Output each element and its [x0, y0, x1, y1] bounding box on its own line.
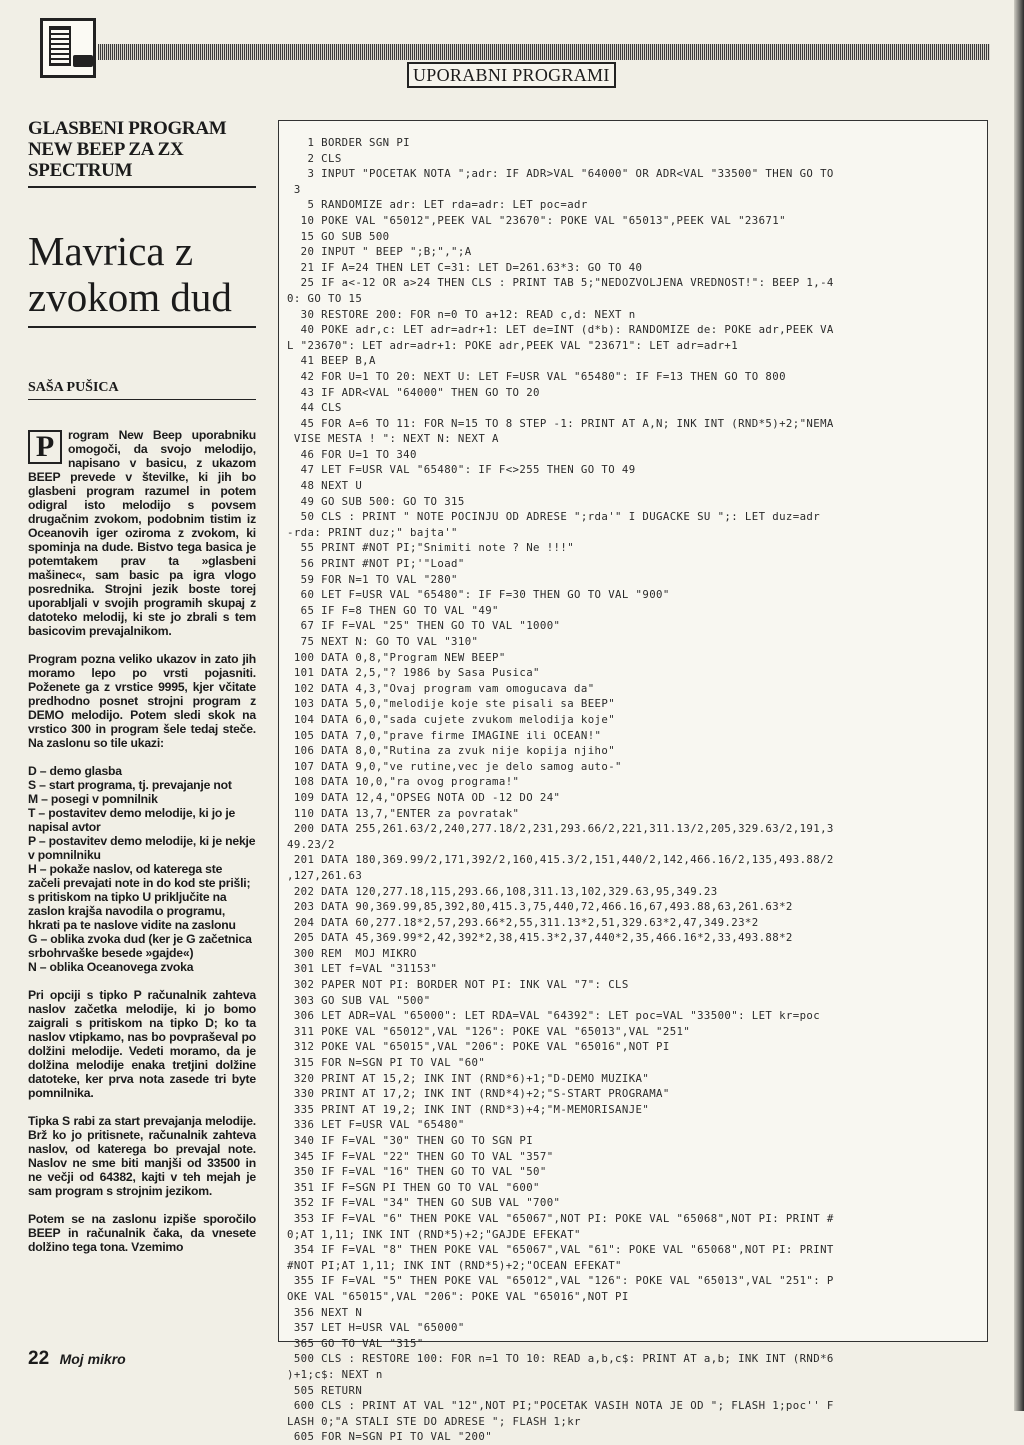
- code-line: 505 RETURN: [287, 1383, 363, 1397]
- command-item: N – oblika Oceanovega zvoka: [28, 960, 194, 974]
- code-line: OKE VAL "65015",VAL "206": POKE VAL "65016",NOT PI: [287, 1289, 629, 1303]
- code-line: 350 IF F=VAL "16" THEN GO TO VAL "50": [287, 1165, 547, 1179]
- intro-text: rogram New Beep uporabniku omogoči, da svojo melodijo, napisano v basicu, z ukazom BEEP prevede v številke, ki jih bo glasbeni program razumel in potem odigral isto melodijo s povsem drugačnim zvokom, podobnim tistim iz Oceanovih iger oziroma z zvokom, ki spominja na dude. Bistvo tega basica je potemtakem prav ta »glasbeni mašinec«, sam basic pa igra vlogo posrednika. Strojni jezik boste torej uporabljali v svojih programih skupaj z datoteko melodij, ki ste jo zbrali s tem basicovim prevajalnikom.: [28, 428, 256, 638]
- code-line: 311 POKE VAL "65012",VAL "126": POKE VAL "65013",VAL "251": [287, 1024, 691, 1038]
- code-line: 106 DATA 8,0,"Rutina za zvuk nije kopija njiho": [287, 744, 616, 758]
- code-line: 101 DATA 2,5,"? 1986 by Sasa Pusica": [287, 666, 540, 680]
- article-kicker: GLASBENI PROGRAM NEW BEEP ZA ZX SPECTRUM: [28, 118, 256, 188]
- code-line: 30 RESTORE 200: FOR n=0 TO a+12: READ c,d: NEXT n: [287, 307, 636, 321]
- code-line: 312 POKE VAL "65015",VAL "206": POKE VAL "65016",NOT PI: [287, 1040, 670, 1054]
- code-line: L "23670": LET adr=adr+1: POKE adr,PEEK VAL "23671": LET adr=adr+1: [287, 338, 739, 352]
- code-line: 357 LET H=USR VAL "65000": [287, 1321, 465, 1335]
- code-line: 354 IF F=VAL "8" THEN POKE VAL "65067",VAL "61": POKE VAL "65068",NOT PI: PRINT: [287, 1243, 834, 1257]
- code-line: 107 DATA 9,0,"ve rutine,vec je delo samog auto-": [287, 759, 622, 773]
- command-item: G – oblika zvoka dud (ker je G začetnica srbohrvaške besede »gajde«): [28, 932, 252, 960]
- magazine-name: Moj mikro: [59, 1351, 126, 1367]
- code-line: 50 CLS : PRINT " NOTE POCINJU OD ADRESE ";rda'" I DUGACKE SU ";: LET duz=adr: [287, 510, 821, 524]
- code-line: 300 REM MOJ MIKRO: [287, 946, 417, 960]
- paragraph-3: Pri opciji s tipko P računalnik zahteva naslov začetka melodije, ki jo bomo zaigrali s pritiskom na tipko D; ko ta naslov vtipkamo, nas bo povpraševal po dolžini melodije. Vedeti moramo, da je dolžina melodije enaka tretjini dolžine datoteke, ker prva nota zasede tri byte pomnilnika.: [28, 988, 256, 1100]
- computer-screen-icon: [49, 26, 71, 66]
- article-author: SAŠA PUŠICA: [28, 380, 256, 400]
- code-line: 49.23/2: [287, 837, 335, 851]
- code-line: 605 FOR N=SGN PI TO VAL "200": [287, 1430, 493, 1444]
- command-item: P – postavitev demo melodije, ki je nekje v pomnilniku: [28, 834, 256, 862]
- code-line: 49 GO SUB 500: GO TO 315: [287, 494, 465, 508]
- code-line: 1 BORDER SGN PI: [287, 136, 411, 149]
- code-line: 40 POKE adr,c: LET adr=adr+1: LET de=INT (d*b): RANDOMIZE de: POKE adr,PEEK VA: [287, 323, 834, 337]
- paragraph-2: Program pozna veliko ukazov in zato jih moramo lepo po vrsti pojasniti. Poženete ga z vrstice 9995, kjer včitate predhodno posnet strojni program z DEMO melodijo. Potem sledi skok na vrstico 300 in program šele tedaj steče. Na zaslonu so tile ukazi:: [28, 652, 256, 750]
- command-list: [28, 764, 256, 974]
- code-line: 352 IF F=VAL "34" THEN GO SUB VAL "700": [287, 1196, 561, 1210]
- code-line: -rda: PRINT duz;" bajta'": [287, 525, 458, 539]
- page-edge-shadow: [1014, 0, 1024, 1411]
- code-line: 15 GO SUB 500: [287, 229, 390, 243]
- page-number: 22: [28, 1348, 50, 1369]
- code-line: 0;AT 1,11; INK INT (RND*5)+2;"GAJDE EFEKAT": [287, 1227, 581, 1241]
- code-line: ,127,261.63: [287, 868, 363, 882]
- code-line: 365 GO TO VAL "315": [287, 1336, 424, 1350]
- command-item: T – postavitev demo melodije, ki jo je napisal avtor: [28, 806, 236, 834]
- code-line: 25 IF a<-12 OR a>24 THEN CLS : PRINT TAB 5;"NEDOZVOLJENA VREDNOST!": BEEP 1,-4: [287, 276, 834, 290]
- article-headline: Mavrica z zvokom dud: [28, 228, 256, 328]
- code-line: 21 IF A=24 THEN LET C=31: LET D=261.63*3: GO TO 40: [287, 260, 643, 274]
- code-line: 44 CLS: [287, 401, 342, 415]
- code-line: 345 IF F=VAL "22" THEN GO TO VAL "357": [287, 1149, 554, 1163]
- command-item: H – pokaže naslov, od katerega ste začeli prevajati note in do kod ste prišli; s pritiskom na tipko U priključite na zaslon krajša navodila o programu, hkrati pa te naslove vidite na zaslonu: [28, 862, 251, 932]
- command-item: D – demo glasba: [28, 764, 122, 778]
- code-line: 355 IF F=VAL "5" THEN POKE VAL "65012",VAL "126": POKE VAL "65013",VAL "251": P: [287, 1274, 834, 1288]
- code-line: 55 PRINT #NOT PI;"Snimiti note ? Ne !!!": [287, 541, 575, 555]
- code-line: 65 IF F=8 THEN GO TO VAL "49": [287, 603, 499, 617]
- code-line: 45 FOR A=6 TO 11: FOR N=15 TO 8 STEP -1: PRINT AT A,N; INK INT (RND*5)+2;"NEMA: [287, 416, 834, 430]
- code-line: 204 DATA 60,277.18*2,57,293.66*2,55,311.13*2,51,329.63*2,47,349.23*2: [287, 915, 759, 929]
- code-line: 202 DATA 120,277.18,115,293.66,108,311.13,102,329.63,95,349.23: [287, 884, 718, 898]
- code-line: 301 LET f=VAL "31153": [287, 962, 438, 976]
- code-line: 0: GO TO 15: [287, 291, 363, 305]
- code-line: 600 CLS : PRINT AT VAL "12",NOT PI;"POCETAK VASIH NOTA JE OD "; FLASH 1;poc'' F: [287, 1399, 834, 1413]
- command-item: M – posegi v pomnilnik: [28, 792, 158, 806]
- code-line: 302 PAPER NOT PI: BORDER NOT PI: INK VAL "7": CLS: [287, 978, 629, 992]
- code-line: 103 DATA 5,0,"melodije koje ste pisali sa BEEP": [287, 697, 616, 711]
- code-line: 306 LET ADR=VAL "65000": LET RDA=VAL "64392": LET poc=VAL "33500": LET kr=poc: [287, 1009, 821, 1023]
- code-line: 109 DATA 12,4,"OPSEG NOTA OD -12 DO 24": [287, 790, 561, 804]
- code-line: 5 RANDOMIZE adr: LET rda=adr: LET poc=adr: [287, 198, 588, 212]
- code-line: 303 GO SUB VAL "500": [287, 993, 431, 1007]
- intro-paragraph: [28, 428, 256, 638]
- code-line: 205 DATA 45,369.99*2,42,392*2,38,415.3*2,37,440*2,35,466.16*2,33,493.88*2: [287, 931, 793, 945]
- code-line: 356 NEXT N: [287, 1305, 363, 1319]
- magazine-logo: [40, 18, 96, 78]
- code-line: 351 IF F=SGN PI THEN GO TO VAL "600": [287, 1180, 540, 1194]
- code-line: 3: [287, 182, 301, 196]
- code-line: 200 DATA 255,261.63/2,240,277.18/2,231,293.66/2,221,311.13/2,205,329.63/2,191,3: [287, 822, 834, 836]
- code-line: 203 DATA 90,369.99,85,392,80,415.3,75,440,72,466.16,67,493.88,63,261.63*2: [287, 900, 793, 914]
- code-line: 104 DATA 6,0,"sada cujete zvukom melodija koje": [287, 712, 616, 726]
- code-line: 320 PRINT AT 15,2; INK INT (RND*6)+1;"D-DEMO MUZIKA": [287, 1071, 650, 1085]
- code-line: 201 DATA 180,369.99/2,171,392/2,160,415.3/2,151,440/2,142,466.16/2,135,493.88/2: [287, 853, 834, 867]
- code-line: 47 LET F=USR VAL "65480": IF F<>255 THEN GO TO 49: [287, 463, 636, 477]
- keyboard-icon: [73, 55, 93, 67]
- drop-cap: P: [28, 430, 62, 464]
- code-line: 110 DATA 13,7,"ENTER za povratak": [287, 806, 520, 820]
- paragraph-5: Potem se na zaslonu izpiše sporočilo BEEP in računalnik čaka, da vnesete dolžino tega tona. Vzemimo: [28, 1212, 256, 1254]
- code-line: 102 DATA 4,3,"Ovaj program vam omogucava da": [287, 681, 595, 695]
- code-line: LASH 0;"A STALI STE DO ADRESE "; FLASH 1;kr: [287, 1414, 581, 1428]
- code-line: 108 DATA 10,0,"ra ovog programa!": [287, 775, 520, 789]
- code-line: 56 PRINT #NOT PI;'"Load": [287, 557, 465, 571]
- code-line: 48 NEXT U: [287, 479, 363, 493]
- code-line: 75 NEXT N: GO TO VAL "310": [287, 635, 479, 648]
- code-line: 100 DATA 0,8,"Program NEW BEEP": [287, 650, 506, 664]
- code-line: 60 LET F=USR VAL "65480": IF F=30 THEN GO TO VAL "900": [287, 588, 670, 602]
- code-line: 46 FOR U=1 TO 340: [287, 447, 417, 461]
- code-line: 42 FOR U=1 TO 20: NEXT U: LET F=USR VAL "65480": IF F=13 THEN GO TO 800: [287, 369, 786, 383]
- code-line: 10 POKE VAL "65012",PEEK VAL "23670": POKE VAL "65013",PEEK VAL "23671": [287, 213, 786, 227]
- article-body: [28, 428, 256, 1254]
- paragraph-4: Tipka S rabi za start prevajanja melodije. Brž ko jo pritisnete, računalnik zahteva naslov, od katerega bo prevajal note. Naslov ne sme biti manjši od 33500 in ne večji od 64382, kajti v teh mejah je sam program s strojnim jezikom.: [28, 1114, 256, 1198]
- code-line: 59 FOR N=1 TO VAL "280": [287, 572, 458, 586]
- basic-listing: [278, 120, 988, 1444]
- article-column: [28, 118, 256, 1268]
- code-line: 353 IF F=VAL "6" THEN POKE VAL "65067",NOT PI: POKE VAL "65068",NOT PI: PRINT #: [287, 1211, 834, 1225]
- code-line: 336 LET F=USR VAL "65480": [287, 1118, 465, 1132]
- code-line: 500 CLS : RESTORE 100: FOR n=1 TO 10: READ a,b,c$: PRINT AT a,b; INK INT (RND*6: [287, 1352, 834, 1366]
- code-line: 315 FOR N=SGN PI TO VAL "60": [287, 1056, 486, 1070]
- code-line: 335 PRINT AT 19,2; INK INT (RND*3)+4;"M-MEMORISANJE": [287, 1102, 650, 1116]
- section-label: UPORABNI PROGRAMI: [407, 62, 616, 88]
- code-line: 3 INPUT "POCETAK NOTA ";adr: IF ADR>VAL "64000" OR ADR<VAL "33500" THEN GO TO: [287, 167, 834, 181]
- command-item: S – start programa, tj. prevajanje not: [28, 778, 232, 792]
- code-line: )+1;c$: NEXT n: [287, 1367, 383, 1381]
- code-line: 330 PRINT AT 17,2; INK INT (RND*4)+2;"S-START PROGRAMA": [287, 1087, 670, 1101]
- code-line: 20 INPUT " BEEP ";B;",";A: [287, 245, 472, 259]
- code-line: 2 CLS: [287, 151, 342, 165]
- code-line: 340 IF F=VAL "30" THEN GO TO SGN PI: [287, 1134, 534, 1147]
- code-line: #NOT PI;AT 1,11; INK INT (RND*5)+2;"OCEAN EFEKAT": [287, 1258, 622, 1272]
- page-footer: [28, 1348, 126, 1370]
- code-line: 67 IF F=VAL "25" THEN GO TO VAL "1000": [287, 619, 561, 633]
- code-line: VISE MESTA ! ": NEXT N: NEXT A: [287, 432, 499, 446]
- code-line: 43 IF ADR<VAL "64000" THEN GO TO 20: [287, 385, 540, 399]
- header-rule-bar: [98, 44, 990, 60]
- code-line: 105 DATA 7,0,"prave firme IMAGINE ili OCEAN!": [287, 728, 602, 742]
- code-line: 41 BEEP B,A: [287, 354, 376, 368]
